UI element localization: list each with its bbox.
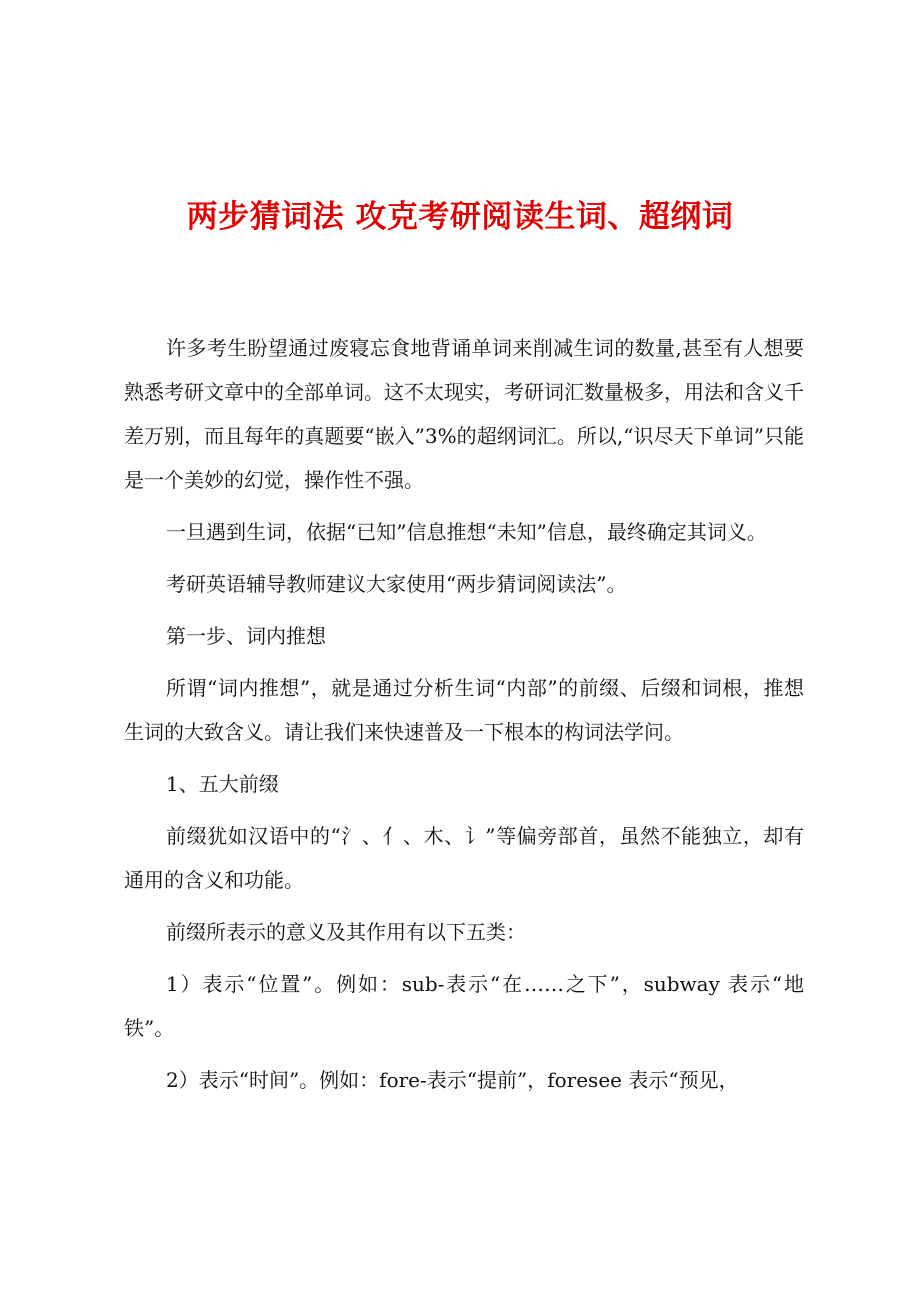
document-body: [124, 326, 804, 1110]
list-item: 1）表示“位置”。例如：sub-表示“在……之下”，subway 表示“地铁”。: [124, 972, 804, 1040]
section-heading: 第一步、词内推想: [166, 624, 326, 648]
document-title: 两步猜词法 攻克考研阅读生词、超纲词: [186, 199, 734, 235]
paragraph: 许多考生盼望通过废寝忘食地背诵单词来削减生词的数量,甚至有人想要熟悉考研文章中的全部单词。这不太现实，考研词汇数量极多，用法和含义千差万别，而且每年的真题要“嵌入”3%的超纲词汇。所以,“识尽天下单词”只能是一个美妙的幻觉，操作性不强。: [124, 336, 804, 492]
paragraph: 前缀犹如汉语中的“氵、亻、木、讠”等偏旁部首，虽然不能独立，却有通用的含义和功能。: [124, 824, 804, 892]
paragraph: 一旦遇到生词，依据“已知”信息推想“未知”信息，最终确定其词义。: [166, 520, 767, 544]
paragraph: 前缀所表示的意义及其作用有以下五类：: [166, 920, 526, 944]
paragraph: 考研英语辅导教师建议大家使用“两步猜词阅读法”。: [166, 572, 627, 596]
section-heading: 1、五大前缀: [166, 772, 279, 796]
list-item: 2）表示“时间”。例如：fore-表示“提前”，foresee 表示“预见，: [166, 1068, 739, 1092]
paragraph: 所谓“词内推想”，就是通过分析生词“内部”的前缀、后缀和词根，推想生词的大致含义。请让我们来快速普及一下根本的构词法学问。: [124, 676, 804, 744]
